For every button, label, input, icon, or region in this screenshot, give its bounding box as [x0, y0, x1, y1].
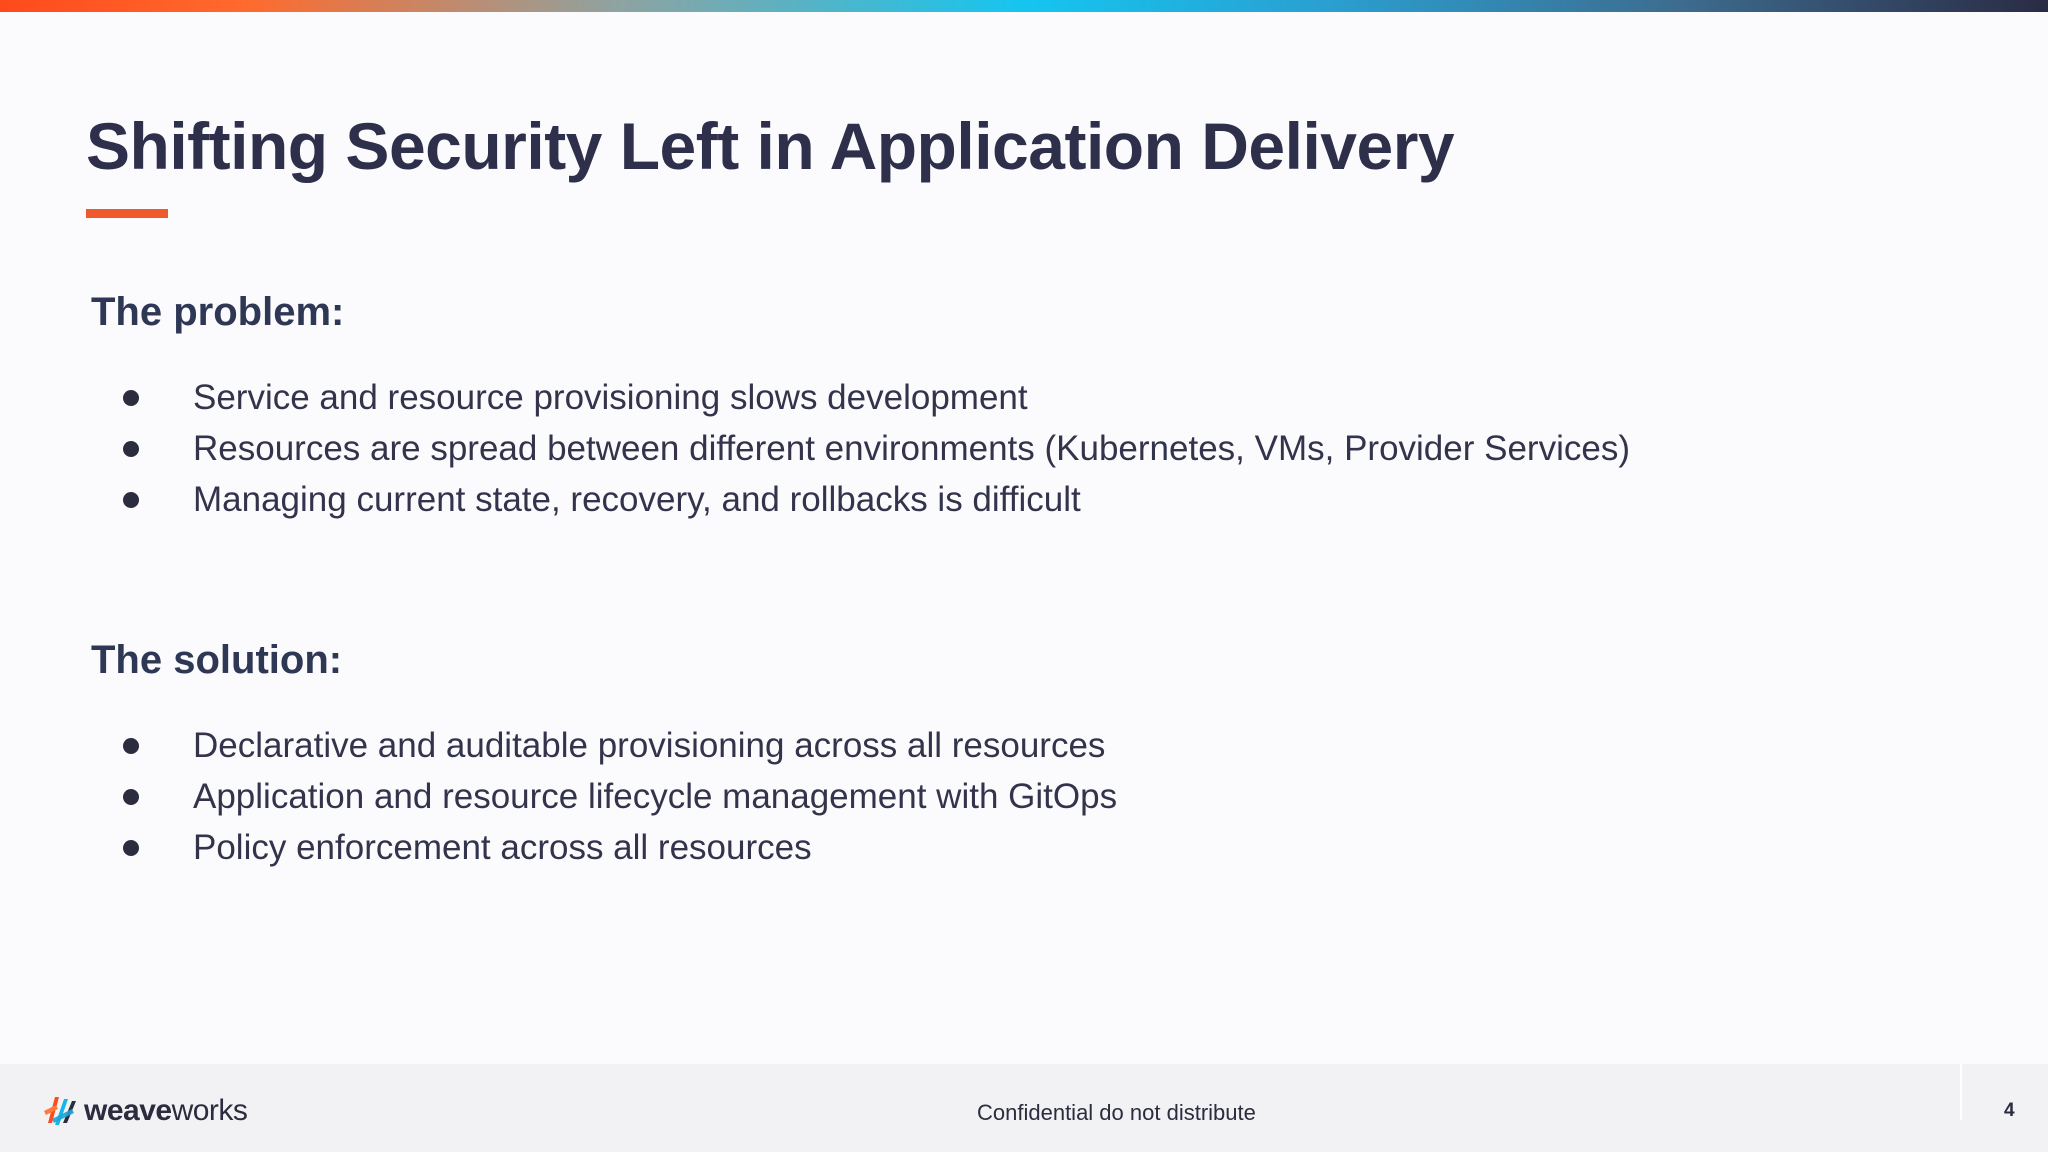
bullet-text: Resources are spread between different environments (Kubernetes, VMs, Provider Services): [193, 429, 1630, 468]
bullet-text: Declarative and auditable provisioning across all resources: [193, 726, 1106, 765]
bullet-icon: [123, 840, 139, 856]
weaveworks-logo: [42, 1093, 247, 1129]
weaveworks-logo-icon: [42, 1093, 78, 1129]
confidential-notice: Confidential do not distribute: [977, 1100, 1256, 1125]
bullet-icon: [123, 390, 139, 406]
bullet-icon: [123, 492, 139, 508]
logo-text-bold: weave: [84, 1094, 172, 1127]
logo-text-regular: works: [171, 1094, 248, 1127]
top-gradient-bar: [0, 0, 2048, 12]
bullet-icon: [123, 441, 139, 457]
problem-heading: The problem:: [91, 290, 345, 334]
solution-heading: The solution:: [91, 638, 343, 682]
bullet-icon: [123, 789, 139, 805]
bullet-text: Policy enforcement across all resources: [193, 828, 812, 867]
bullet-text: Service and resource provisioning slows development: [193, 378, 1028, 417]
page-number: 4: [2004, 1100, 2015, 1121]
bullet-text: Application and resource lifecycle management with GitOps: [193, 777, 1118, 816]
bullet-icon: [123, 738, 139, 754]
footer-divider: [1960, 1064, 1962, 1120]
logo-text: [84, 1094, 247, 1128]
title-underline: [86, 209, 168, 218]
bullet-text: Managing current state, recovery, and rollbacks is difficult: [193, 480, 1081, 519]
slide-title: Shifting Security Left in Application Delivery: [86, 109, 1455, 183]
